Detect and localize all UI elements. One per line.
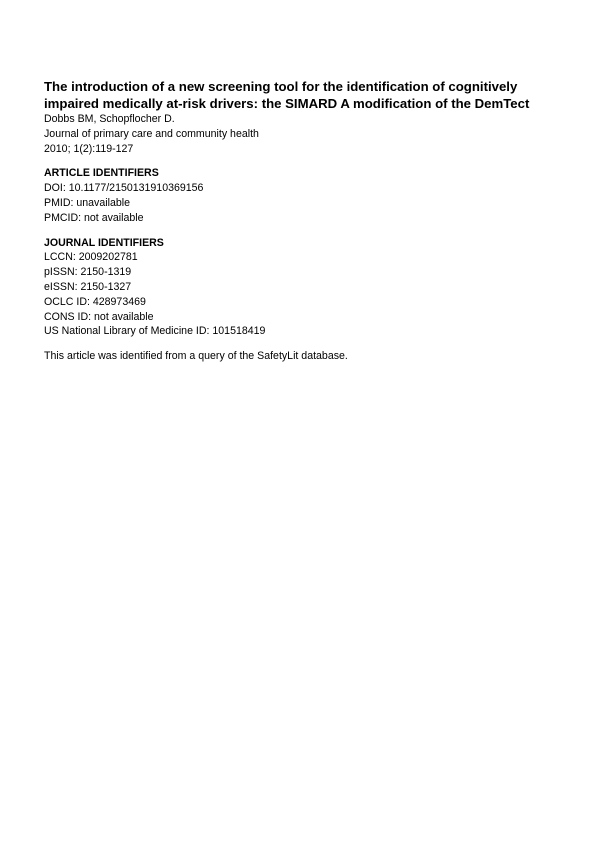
pmcid-identifier: PMCID: not available — [44, 211, 144, 224]
pissn-identifier: pISSN: 2150-1319 — [44, 266, 132, 279]
article-title: The introduction of a new screening tool for the identification of cognitively impaired medically at-risk drivers: the SIMARD A modification of the DemTect — [44, 79, 530, 111]
footer-section — [44, 349, 564, 364]
article-authors: Dobbs BM, Schopflocher D. — [44, 113, 175, 125]
doi-identifier: DOI: 10.1177/2150131910369156 — [44, 182, 204, 195]
source-note: This article was identified from a query of the SafetyLit database. — [44, 350, 348, 363]
journal-identifiers-heading: JOURNAL IDENTIFIERS — [44, 236, 164, 249]
document-page — [44, 78, 564, 364]
lccn-identifier: LCCN: 2009202781 — [44, 251, 138, 264]
nlm-identifier: US National Library of Medicine ID: 101518419 — [44, 325, 266, 338]
cons-identifier: CONS ID: not available — [44, 310, 154, 323]
oclc-identifier: OCLC ID: 428973469 — [44, 295, 146, 308]
journal-name: Journal of primary care and community health — [44, 127, 259, 140]
citation-block — [44, 112, 564, 156]
eissn-identifier: eISSN: 2150-1327 — [44, 280, 132, 293]
pmid-identifier: PMID: unavailable — [44, 196, 130, 209]
citation-volume: 2010; 1(2):119-127 — [44, 142, 134, 155]
journal-identifiers-section — [44, 236, 564, 340]
article-identifiers-heading: ARTICLE IDENTIFIERS — [44, 167, 159, 180]
article-identifiers-section — [44, 166, 564, 225]
